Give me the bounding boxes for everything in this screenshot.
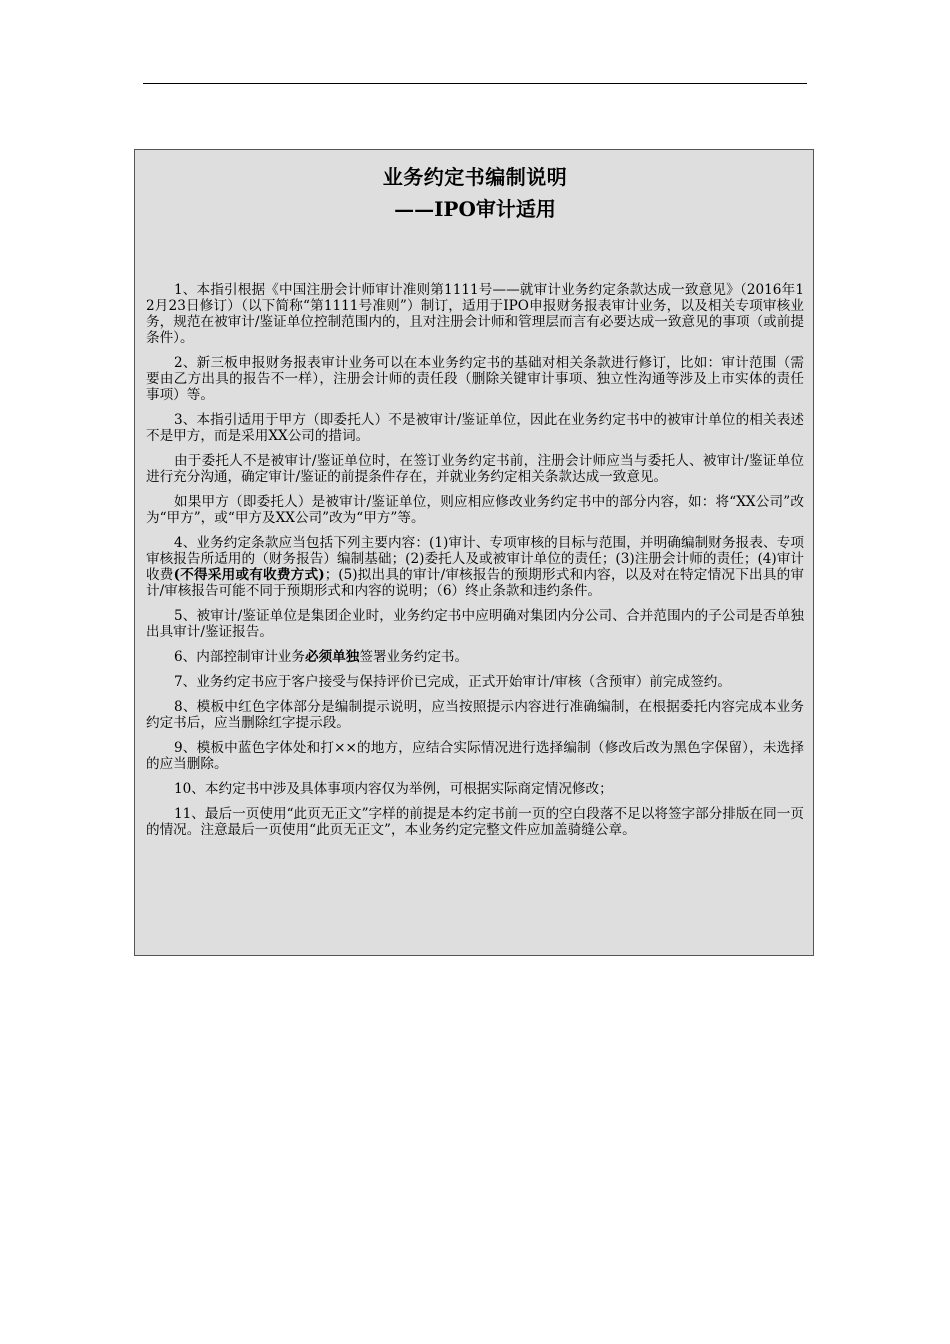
paragraph-8	[146, 699, 804, 731]
paragraph-3	[146, 412, 804, 444]
paragraph-text: 10、本约定书中涉及具体事项内容仅为举例，可根据实际商定情况修改；	[174, 781, 613, 797]
paragraph-text: ；(5)拟出具的审计/审核报告的预期形式和内容，以及对在特定情况下出具的审计/审核报告可能不同于预期形式和内容的说明；（6）终止条款和违约条件。	[146, 567, 804, 599]
paragraph-2	[146, 355, 804, 403]
paragraph-6	[146, 649, 804, 665]
paragraph-text: 7、业务约定书应于客户接受与保持评价已完成，正式开始审计/审核（含预审）前完成签约。	[174, 674, 731, 690]
paragraph-4	[146, 535, 804, 599]
paragraph-11	[146, 806, 804, 838]
paragraph-1	[146, 282, 804, 346]
instruction-box	[134, 149, 814, 956]
paragraph-3-continued	[146, 453, 804, 485]
paragraph-text: 如果甲方（即委托人）是被审计/鉴证单位，则应相应修改业务约定书中的部分内容，如：将“XX公司”改为“甲方”，或“甲方及XX公司”改为“甲方”等。	[146, 494, 804, 526]
document-subtitle: ——IPO审计适用	[394, 197, 556, 221]
paragraph-text: 1、本指引根据《中国注册会计师审计准则第1111号——就审计业务约定条款达成一致意见》（2016年12月23日修订）（以下简称“第1111号准则”）制订，适用于IPO申报财务报表审计业务，以及相关专项审核业务，规范在被审计/鉴证单位控制范围内的，且对注册会计师和管理层而言有必要达成一致意见的事项（或前提条件）。	[146, 282, 804, 346]
paragraph-list	[146, 282, 804, 838]
paragraph-text: 3、本指引适用于甲方（即委托人）不是被审计/鉴证单位，因此在业务约定书中的被审计单位的相关表述不是甲方，而是采用XX公司的措词。	[146, 412, 804, 444]
paragraph-emphasis: (不得采用或有收费方式)	[173, 567, 325, 583]
paragraph-text: 9、模板中蓝色字体处和打××的地方，应结合实际情况进行选择编制（修改后改为黑色字保留），未选择的应当删除。	[146, 740, 804, 772]
paragraph-text: 8、模板中红色字体部分是编制提示说明，应当按照提示内容进行准确编制，在根据委托内容完成本业务约定书后，应当删除红字提示段。	[146, 699, 804, 731]
paragraph-text: 签署业务约定书。	[359, 649, 469, 665]
header-rule	[143, 83, 807, 84]
paragraph-7	[146, 674, 804, 690]
paragraph-10	[146, 781, 804, 797]
paragraph-text: 4、业务约定条款应当包括下列主要内容：(1)审计、专项审核的目标与范围，并明确编制财务报表、专项审核报告所适用的（财务报告）编制基础；(2)委托人及或被审计单位的责任；(3)注册会计师的责任；(4)审计收费	[146, 535, 804, 583]
paragraph-3-example	[146, 494, 804, 526]
paragraph-5	[146, 608, 804, 640]
paragraph-text: 6、内部控制审计业务	[174, 649, 305, 665]
paragraph-text: 由于委托人不是被审计/鉴证单位时，在签订业务约定书前，注册会计师应当与委托人、被审计/鉴证单位进行充分沟通，确定审计/鉴证的前提条件存在，并就业务约定相关条款达成一致意见。	[146, 453, 804, 485]
paragraph-text: 2、新三板申报财务报表审计业务可以在本业务约定书的基础对相关条款进行修订，比如：审计范围（需要由乙方出具的报告不一样），注册会计师的责任段（删除关键审计事项、独立性沟通等涉及上市实体的责任事项）等。	[146, 355, 804, 403]
paragraph-9	[146, 740, 804, 772]
paragraph-emphasis: 必须单独	[305, 649, 360, 665]
paragraph-text: 5、被审计/鉴证单位是集团企业时，业务约定书中应明确对集团内分公司、合并范围内的子公司是否单独出具审计/鉴证报告。	[146, 608, 804, 640]
document-title: 业务约定书编制说明	[382, 165, 568, 189]
paragraph-text: 11、最后一页使用“此页无正文”字样的前提是本约定书前一页的空白段落不足以将签字部分排版在同一页的情况。注意最后一页使用“此页无正文”，本业务约定完整文件应加盖骑缝公章。	[146, 806, 804, 838]
